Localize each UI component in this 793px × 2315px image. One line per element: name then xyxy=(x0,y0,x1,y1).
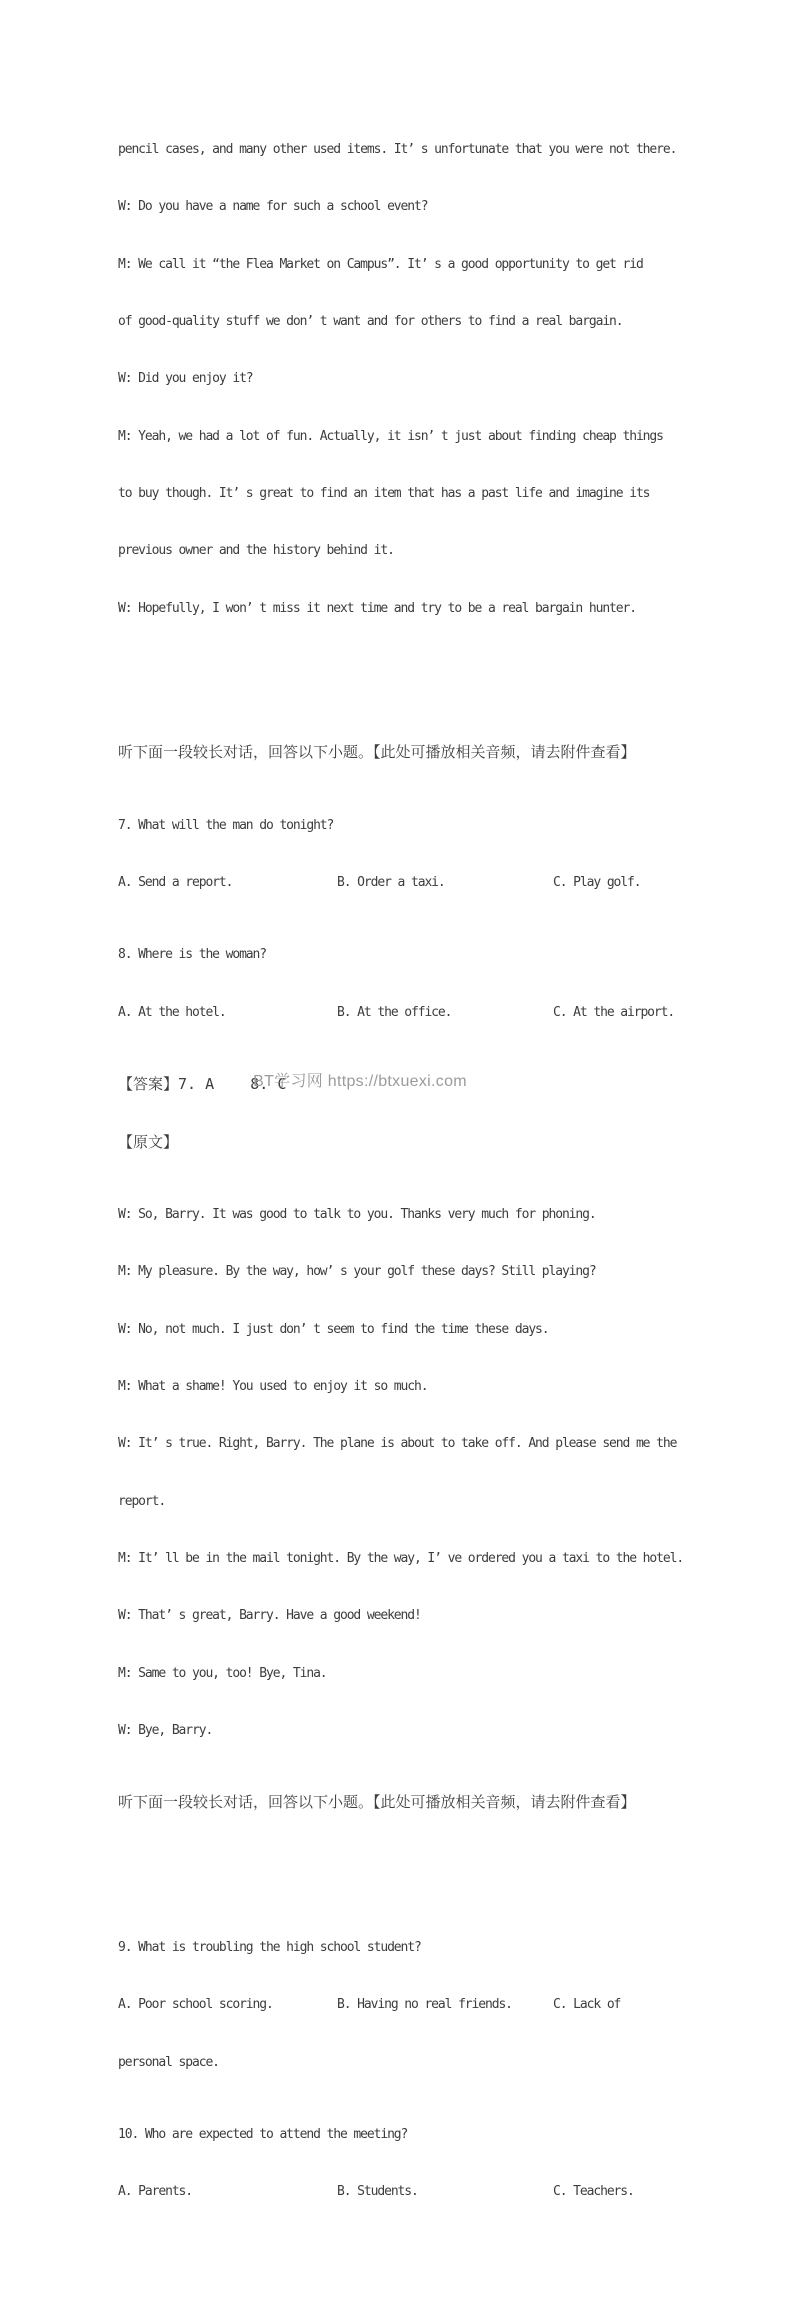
dialogue-line: W: Do you have a name for such a school event? xyxy=(118,199,428,215)
dialogue-line: M: We call it “the Flea Market on Campus”. It’ s a good opportunity to get rid xyxy=(118,256,643,272)
option-9-c: C. Lack of xyxy=(553,1997,621,2013)
section2-header: 听下面一段较长对话，回答以下小题。【此处可播放相关音频，请去附件查看】 xyxy=(118,1793,636,1812)
answer-line: 【答案】7. A 8. C xyxy=(118,1075,287,1094)
transcript-line: M: It’ ll be in the mail tonight. By the way, I’ ve ordered you a taxi to the hotel. xyxy=(118,1550,684,1566)
transcript-line: W: Bye, Barry. xyxy=(118,1722,213,1738)
transcript-line: W: So, Barry. It was good to talk to you. Thanks very much for phoning. xyxy=(118,1206,596,1222)
question-9-options xyxy=(118,1991,698,2018)
dialogue-line: M: Yeah, we had a lot of fun. Actually, it isn’ t just about finding cheap things xyxy=(118,428,663,444)
blank-line xyxy=(118,1862,698,1889)
transcript-line: W: That’ s great, Barry. Have a good weekend! xyxy=(118,1608,421,1624)
option-8-b: B. At the office. xyxy=(337,1004,452,1020)
question-8: 8. Where is the woman? xyxy=(118,947,266,963)
dialogue-line: W: Did you enjoy it? xyxy=(118,371,253,387)
blank-line xyxy=(118,667,698,694)
question-10-options xyxy=(118,2178,698,2205)
option-8-a: A. At the hotel. xyxy=(118,1004,226,1020)
transcript-line: report. xyxy=(118,1493,166,1509)
watermark-footer: BT学习网 https://btxuexi.com xyxy=(253,1073,467,1090)
option-8-c: C. At the airport. xyxy=(553,1004,675,1020)
dialogue-line: pencil cases, and many other used items. It’ s unfortunate that you were not there. xyxy=(118,142,677,157)
question-8-options xyxy=(118,999,698,1026)
option-9-c-overflow: personal space. xyxy=(118,2054,219,2070)
transcript-line: M: My pleasure. By the way, how’ s your golf these days? Still playing? xyxy=(118,1264,596,1280)
option-9-b: B. Having no real friends. xyxy=(337,1997,512,2013)
transcript-line: M: What a shame! You used to enjoy it so much. xyxy=(118,1378,428,1394)
dialogue-line: of good-quality stuff we don’ t want and for others to find a real bargain. xyxy=(118,314,623,330)
dialogue-line: to buy though. It’ s great to find an item that has a past life and imagine its xyxy=(118,486,650,502)
option-7-a: A. Send a report. xyxy=(118,875,233,891)
option-10-c: C. Teachers. xyxy=(553,2184,634,2200)
transcript-line: W: No, not much. I just don’ t seem to find the time these days. xyxy=(118,1321,549,1337)
option-9-a: A. Poor school scoring. xyxy=(118,1997,273,2013)
dialogue-line: W: Hopefully, I won’ t miss it next time and try to be a real bargain hunter. xyxy=(118,600,636,616)
question-9: 9. What is troubling the high school student? xyxy=(118,1939,421,1955)
transcript-line: M: Same to you, too! Bye, Tina. xyxy=(118,1665,327,1681)
transcript-line: W: It’ s true. Right, Barry. The plane is about to take off. And please send me the xyxy=(118,1436,677,1452)
dialogue-line: previous owner and the history behind it. xyxy=(118,543,394,559)
transcript-label: 【原文】 xyxy=(118,1132,179,1151)
section1-header: 听下面一段较长对话，回答以下小题。【此处可播放相关音频，请去附件查看】 xyxy=(118,743,636,762)
question-10: 10. Who are expected to attend the meeting? xyxy=(118,2127,408,2142)
option-7-c: C. Play golf. xyxy=(553,875,641,891)
option-7-b: B. Order a taxi. xyxy=(337,875,445,891)
question-7: 7. What will the man do tonight? xyxy=(118,817,334,833)
option-10-a: A. Parents. xyxy=(118,2184,192,2200)
option-10-b: B. Students. xyxy=(337,2184,418,2200)
question-7-options xyxy=(118,869,698,896)
document-content xyxy=(118,91,698,2251)
